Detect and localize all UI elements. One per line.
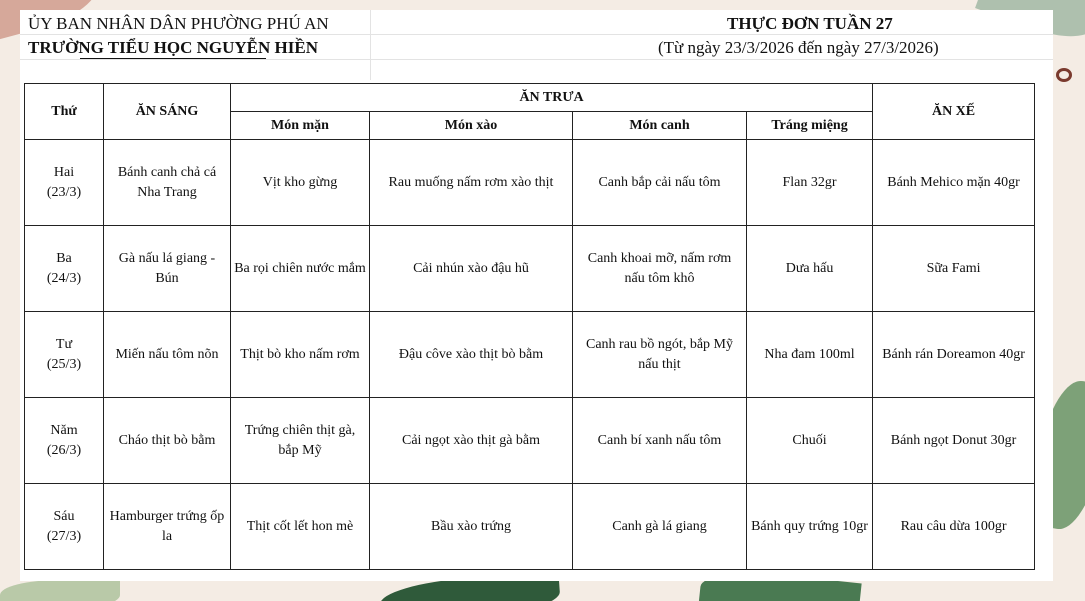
day-name: Tư [55, 336, 73, 352]
stirfry-cell: Bầu xào trứng [370, 484, 573, 570]
menu-title: THỰC ĐƠN TUẦN 27 [727, 14, 893, 33]
menu-sheet [20, 10, 1053, 581]
sheet-gridline [20, 34, 1053, 35]
day-date: (27/3) [46, 528, 82, 544]
snack-cell: Bánh ngọt Donut 30gr [873, 398, 1035, 484]
school-name: TRƯỜNG TIỂU HỌC NGUYỄN HIỀN [28, 38, 318, 57]
ring-decoration [1056, 68, 1072, 82]
breakfast-cell: Hamburger trứng ốp la [104, 484, 231, 570]
savory-cell: Thịt bò kho nấm rơm [231, 312, 370, 398]
dessert-cell: Flan 32gr [747, 140, 873, 226]
day-date: (25/3) [46, 356, 82, 372]
stirfry-cell: Rau muống nấm rơm xào thịt [370, 140, 573, 226]
sheet-gridline [370, 10, 371, 80]
day-date: (23/3) [46, 184, 82, 200]
header-breakfast: ĂN SÁNG [104, 84, 231, 140]
snack-cell: Bánh Mehico mặn 40gr [873, 140, 1035, 226]
savory-cell: Vịt kho gừng [231, 140, 370, 226]
breakfast-cell: Miến nấu tôm nõn [104, 312, 231, 398]
school-underline [80, 58, 266, 59]
sheet-gridline [20, 59, 1053, 60]
day-cell [25, 484, 104, 570]
dessert-cell: Bánh quy trứng 10gr [747, 484, 873, 570]
snack-cell: Rau câu dừa 100gr [873, 484, 1035, 570]
soup-cell: Canh bắp cải nấu tôm [573, 140, 747, 226]
header-savory: Món mặn [231, 112, 370, 140]
header-soup: Món canh [573, 112, 747, 140]
day-cell [25, 312, 104, 398]
savory-cell: Thịt cốt lết hon mè [231, 484, 370, 570]
table-row [25, 140, 1035, 226]
savory-cell: Ba rọi chiên nước mắm [231, 226, 370, 312]
stirfry-cell: Cải ngọt xào thịt gà bằm [370, 398, 573, 484]
day-cell [25, 140, 104, 226]
day-date: (24/3) [46, 270, 82, 286]
org-name: ỦY BAN NHÂN DÂN PHƯỜNG PHÚ AN [28, 14, 329, 33]
soup-cell: Canh gà lá giang [573, 484, 747, 570]
dessert-cell: Chuối [747, 398, 873, 484]
stirfry-cell: Cải nhún xào đậu hũ [370, 226, 573, 312]
breakfast-cell: Cháo thịt bò bằm [104, 398, 231, 484]
dessert-cell: Nha đam 100ml [747, 312, 873, 398]
breakfast-cell: Gà nấu lá giang - Bún [104, 226, 231, 312]
day-name: Sáu [53, 508, 75, 524]
header-stirfry: Món xào [370, 112, 573, 140]
savory-cell: Trứng chiên thịt gà, bắp Mỹ [231, 398, 370, 484]
table-row [25, 312, 1035, 398]
day-cell [25, 226, 104, 312]
leaf-decoration [0, 580, 120, 601]
day-name: Hai [53, 164, 75, 180]
soup-cell: Canh bí xanh nấu tôm [573, 398, 747, 484]
header-day: Thứ [25, 84, 104, 140]
dessert-cell: Dưa hấu [747, 226, 873, 312]
header-dessert: Tráng miệng [747, 112, 873, 140]
date-range: (Từ ngày 23/3/2026 đến ngày 27/3/2026) [658, 38, 939, 57]
breakfast-cell: Bánh canh chả cá Nha Trang [104, 140, 231, 226]
menu-table [24, 83, 1035, 570]
day-name: Ba [56, 250, 72, 266]
day-date: (26/3) [46, 442, 82, 458]
table-row [25, 484, 1035, 570]
header-lunch: ĂN TRƯA [231, 84, 873, 112]
day-cell [25, 398, 104, 484]
snack-cell: Sữa Fami [873, 226, 1035, 312]
table-row [25, 226, 1035, 312]
soup-cell: Canh rau bồ ngót, bắp Mỹ nấu thịt [573, 312, 747, 398]
stirfry-cell: Đậu côve xào thịt bò bằm [370, 312, 573, 398]
table-row [25, 398, 1035, 484]
soup-cell: Canh khoai mỡ, nấm rơm nấu tôm khô [573, 226, 747, 312]
snack-cell: Bánh rán Doreamon 40gr [873, 312, 1035, 398]
day-name: Năm [50, 422, 78, 438]
header-snack: ĂN XẾ [873, 84, 1035, 140]
